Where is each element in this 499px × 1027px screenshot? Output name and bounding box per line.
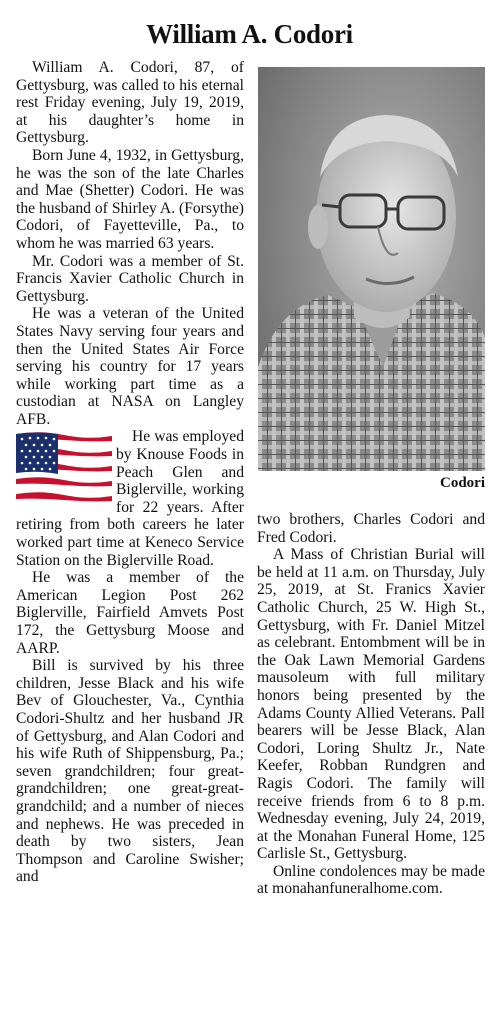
paragraph-memberships: He was a member of the American Legion Post 262 Biglerville, Fairfield Amvets Post 172, the Gettysburg Moose and AARP. [16, 569, 244, 657]
right-column [257, 511, 485, 898]
paragraph-siblings-continued: two brothers, Charles Codori and Fred Codori. [257, 511, 485, 546]
paragraph-military: He was a veteran of the United States Navy serving four years and then the United States Air Force serving his country for 17 years while working part time as a custodian at NASA on Langley AFB. [16, 305, 244, 428]
portrait-photo [258, 67, 485, 471]
paragraph-employment: He was employed by Knouse Foods in Peach Glen and Biglerville, working for 22 years. After retiring from both careers he later worked part time at Keneco Service Station on the Biglerville Road. [16, 428, 244, 569]
paragraph-birth-family: Born June 4, 1932, in Gettysburg, he was the son of the late Charles and Mae (Shetter) Codori. He was the husband of Shirley A. (Forsythe) Codori, of Fayetteville, Pa., to whom he was married 63 years. [16, 146, 244, 252]
paragraph-church: Mr. Codori was a member of St. Francis Xavier Catholic Church in Gettysburg. [16, 252, 244, 305]
left-column [16, 59, 244, 886]
obituary-title: William A. Codori [146, 19, 353, 49]
paragraph-survivors: Bill is survived by his three children, Jesse Black and his wife Bev of Glouchester, Va., Cynthia Codori-Shultz and her husband JR of Gettysburg, and Alan Codori and his wife Ruth of Shippensburg, Pa.; seven grandchildren; four great-grandchildren; one great-great-grandchild; and a number of nieces and nephews. He was preceded in death by two sisters, Jean Thompson and Caroline Swisher; and [16, 657, 244, 886]
american-flag-icon [16, 430, 112, 508]
paragraph-death-notice: William A. Codori, 87, of Gettysburg, was called to his eternal rest Friday evening, July 19, 2019, at his daughter’s home in Gettysburg. [16, 59, 244, 147]
paragraph-condolences: Online condolences may be made at monahanfuneralhome.com. [257, 862, 485, 898]
paragraph-services: A Mass of Christian Burial will be held at 11 a.m. on Thursday, July 25, 2019, at St. Franics Xavier Catholic Church, 25 W. High St., Gettysburg, with Fr. Daniel Mitzel as celebrant. Entombment will be in the Oak Lawn Memorial Gardens mausoleum with full military honors being presented by the Adams County Allied Veterans. Pall bearers will be Jesse Black, Alan Codori, Loring Shultz Jr., Nate Keefer, Robban Rundgren and Ragis Codori. The family will receive friends from 6 to 8 p.m. Wednesday evening, July 24, 2019, at the Monahan Funeral Home, 125 Carlisle St., Gettysburg. [257, 546, 485, 863]
photo-caption: Codori [440, 475, 485, 491]
